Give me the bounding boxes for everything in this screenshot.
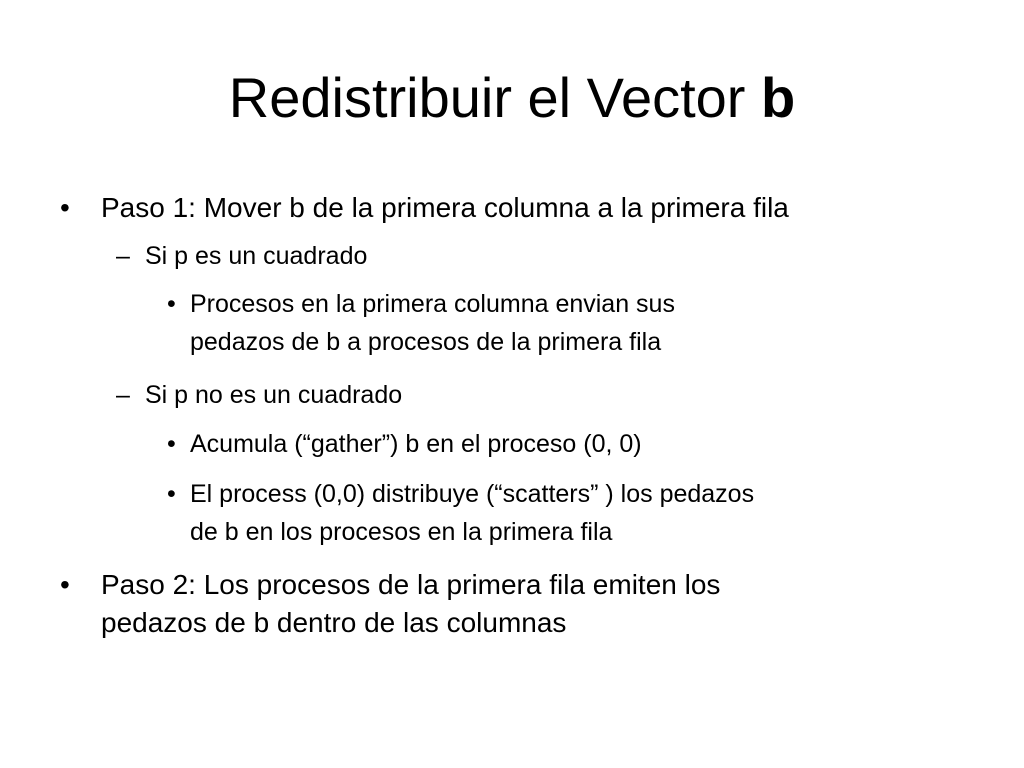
slide-title-text: Redistribuir el Vector bbox=[228, 66, 761, 129]
dash-marker: – bbox=[116, 381, 130, 409]
list-item-acumula bbox=[190, 425, 642, 463]
list-item-text-line: pedazos de b dentro de las columnas bbox=[101, 607, 567, 638]
list-item-text-line: de b en los procesos en la primera fila bbox=[190, 518, 613, 546]
list-item-text: Si p no es un cuadrado bbox=[145, 381, 403, 409]
list-item-distribuye bbox=[190, 475, 754, 551]
slide-title-emphasis: b bbox=[761, 66, 796, 129]
list-item-text: Paso 1: Mover b de la primera columna a la primera fila bbox=[101, 192, 789, 223]
list-item-text-line: pedazos de b a procesos de la primera fila bbox=[190, 328, 662, 356]
bullet-marker: • bbox=[167, 430, 176, 458]
list-item-text-line: Procesos en la primera columna envian sus bbox=[190, 290, 675, 318]
dash-marker: – bbox=[116, 242, 130, 270]
bullet-marker: • bbox=[167, 480, 176, 508]
list-item-paso-2 bbox=[101, 566, 720, 642]
list-item-text: Acumula (“gather”) b en el proceso (0, 0) bbox=[190, 430, 642, 458]
list-item-no-cuadrado bbox=[145, 378, 402, 412]
list-item-text: Si p es un cuadrado bbox=[145, 242, 368, 270]
bullet-marker: • bbox=[60, 192, 70, 223]
list-item-cuadrado bbox=[145, 239, 367, 273]
list-item-procesos bbox=[190, 285, 675, 361]
list-item-text-line: El process (0,0) distribuye (“scatters” ) los pedazos bbox=[190, 480, 755, 508]
list-item-text-line: Paso 2: Los procesos de la primera fila emiten los bbox=[101, 569, 721, 600]
bullet-marker: • bbox=[60, 569, 70, 600]
list-item-paso-1 bbox=[101, 189, 789, 227]
bullet-marker: • bbox=[167, 290, 176, 318]
